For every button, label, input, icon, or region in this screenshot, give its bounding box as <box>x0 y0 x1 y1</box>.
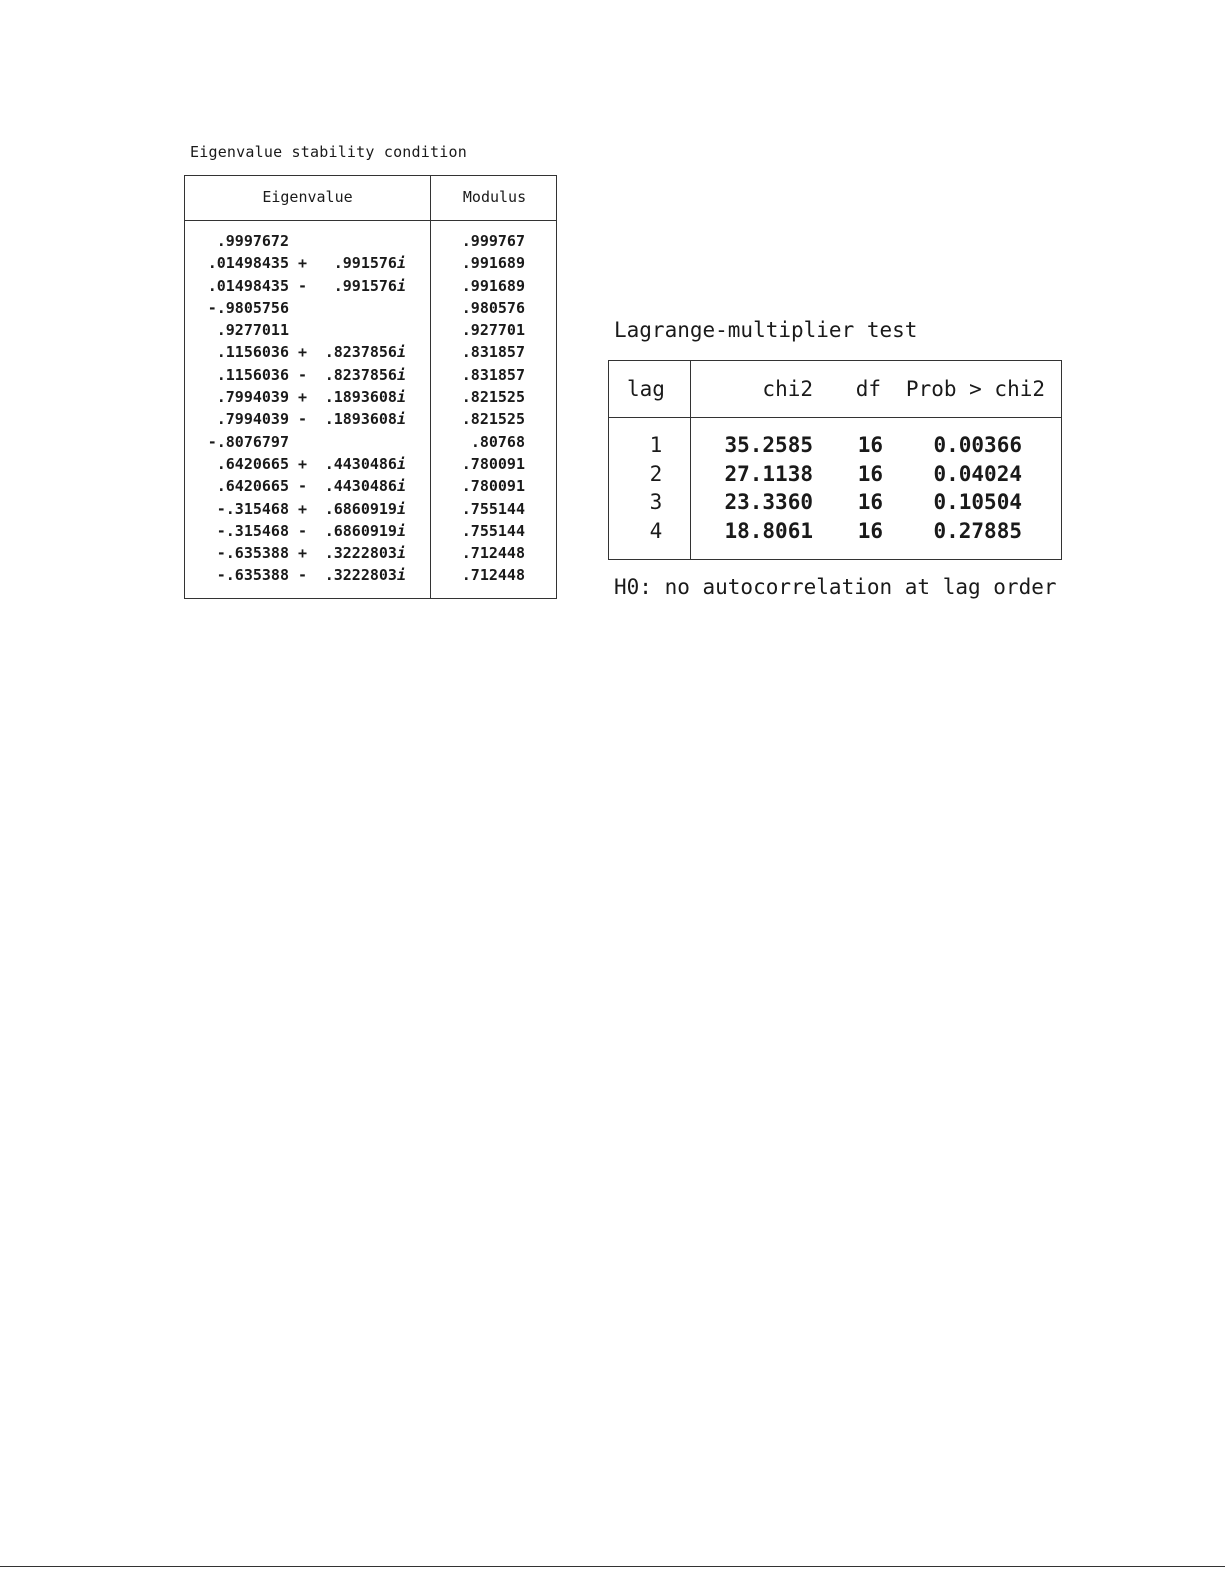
table-row <box>185 232 556 254</box>
table-row <box>185 277 556 299</box>
modulus-value: .927701 <box>461 321 525 340</box>
table-row <box>185 566 556 588</box>
df-value: 16 <box>857 461 883 486</box>
df-value: 16 <box>857 490 883 514</box>
eigenvalue-imaginary-part <box>325 388 406 406</box>
table-row <box>609 462 1061 491</box>
modulus-value: .821525 <box>461 410 525 429</box>
table-row <box>609 490 1061 519</box>
imaginary-unit: i <box>396 499 406 518</box>
eigenvalue-imaginary-value: .1893608 <box>324 410 397 429</box>
eigenvalue-imaginary-part <box>325 500 406 518</box>
df-value: 16 <box>857 518 883 543</box>
eigenvalue-imaginary-value: .991576 <box>333 254 397 273</box>
eigenvalue-imaginary-part <box>334 277 406 295</box>
eigenvalue-real-part: .01498435 <box>207 276 289 295</box>
table-row <box>185 388 556 410</box>
table-header-divider <box>185 220 556 221</box>
eigenvalue-real-part: .01498435 <box>207 254 289 273</box>
lag-value: 4 <box>649 518 663 543</box>
eigenvalue-imaginary-value: .6860919 <box>324 521 397 540</box>
modulus-column-header: Modulus <box>462 188 527 206</box>
eigenvalue-real-part: .7994039 <box>216 410 289 429</box>
modulus-value: .991689 <box>461 254 525 273</box>
eigenvalue-sign: + <box>298 388 308 407</box>
eigenvalue-real-part: .6420665 <box>216 454 289 473</box>
eigenvalue-imaginary-part <box>325 410 406 428</box>
modulus-value: .991689 <box>461 276 525 295</box>
chi2-value: 23.3360 <box>724 490 813 514</box>
imaginary-unit: i <box>396 566 406 585</box>
imaginary-unit: i <box>396 254 406 273</box>
prob-column-header: Prob > chi2 <box>905 377 1045 401</box>
chi2-value: 18.8061 <box>724 518 813 543</box>
eigenvalue-sign: - <box>298 276 308 295</box>
lag-value: 1 <box>649 433 663 457</box>
eigenvalue-real-part: .7994039 <box>216 388 289 407</box>
eigenvalue-table-caption: Eigenvalue stability condition <box>190 143 467 161</box>
imaginary-unit: i <box>396 521 406 540</box>
lm-test-table <box>608 360 1062 560</box>
modulus-value: .780091 <box>461 454 525 473</box>
page-bottom-rule <box>0 1566 1225 1567</box>
imaginary-unit: i <box>396 477 406 496</box>
modulus-value: .980576 <box>461 298 525 317</box>
eigenvalue-real-part: -.315468 <box>216 521 289 540</box>
eigenvalue-imaginary-value: .3222803 <box>324 544 397 563</box>
table-row <box>185 500 556 522</box>
eigenvalue-rows <box>185 232 556 589</box>
chi2-column-header: chi2 <box>762 377 813 401</box>
modulus-value: .755144 <box>461 521 525 540</box>
imaginary-unit: i <box>396 410 406 429</box>
table-row <box>185 433 556 455</box>
lag-column-header: lag <box>627 377 665 401</box>
prob-value: 0.27885 <box>933 518 1022 543</box>
eigenvalue-imaginary-value: .1893608 <box>324 388 397 407</box>
eigenvalue-real-part: -.315468 <box>216 499 289 518</box>
eigenvalue-imaginary-value: .991576 <box>333 276 397 295</box>
eigenvalue-imaginary-value: .8237856 <box>324 365 397 384</box>
modulus-value: .831857 <box>461 365 525 384</box>
chi2-value: 35.2585 <box>724 433 813 457</box>
eigenvalue-imaginary-part <box>325 366 406 384</box>
eigenvalue-real-part: .6420665 <box>216 477 289 496</box>
eigenvalue-sign: + <box>298 454 308 473</box>
modulus-value: .780091 <box>461 477 525 496</box>
prob-value: 0.10504 <box>933 490 1022 514</box>
modulus-value: .831857 <box>461 343 525 362</box>
eigenvalue-column-header: Eigenvalue <box>262 188 353 206</box>
prob-value: 0.04024 <box>933 461 1022 486</box>
eigenvalue-sign: - <box>298 566 308 585</box>
eigenvalue-imaginary-value: .4430486 <box>324 477 397 496</box>
eigenvalue-sign: + <box>298 499 308 518</box>
table-row <box>185 522 556 544</box>
eigenvalue-real-part: -.8076797 <box>207 432 289 451</box>
eigenvalue-real-part: .1156036 <box>216 365 289 384</box>
imaginary-unit: i <box>396 276 406 295</box>
lm-test-caption: Lagrange-multiplier test <box>614 318 918 342</box>
eigenvalue-real-part: .9997672 <box>216 232 289 250</box>
eigenvalue-sign: + <box>298 254 308 273</box>
chi2-value: 27.1138 <box>724 461 813 486</box>
imaginary-unit: i <box>396 343 406 362</box>
table-row <box>185 299 556 321</box>
imaginary-unit: i <box>396 388 406 407</box>
modulus-value: .712448 <box>461 566 525 585</box>
table-row <box>609 519 1061 548</box>
imaginary-unit: i <box>396 365 406 384</box>
table-row <box>185 544 556 566</box>
table-row <box>185 254 556 276</box>
imaginary-unit: i <box>396 544 406 563</box>
eigenvalue-sign: + <box>298 544 308 563</box>
lm-test-null-hypothesis-note: H0: no autocorrelation at lag order <box>614 575 1057 599</box>
table-row <box>185 455 556 477</box>
table-row <box>185 366 556 388</box>
imaginary-unit: i <box>396 454 406 473</box>
modulus-value: .755144 <box>461 499 525 518</box>
eigenvalue-imaginary-part <box>325 477 406 495</box>
lm-test-rows <box>609 433 1061 547</box>
eigenvalue-imaginary-part <box>325 544 406 562</box>
eigenvalue-imaginary-value: .8237856 <box>324 343 397 362</box>
lag-value: 2 <box>649 461 663 486</box>
eigenvalue-imaginary-value: .3222803 <box>324 566 397 585</box>
eigenvalue-imaginary-part <box>334 254 406 272</box>
table-row <box>609 433 1061 462</box>
eigenvalue-imaginary-value: .4430486 <box>324 454 397 473</box>
eigenvalue-imaginary-part <box>325 343 406 361</box>
eigenvalue-sign: - <box>298 410 308 429</box>
eigenvalue-real-part: -.635388 <box>216 566 289 585</box>
eigenvalue-imaginary-part <box>325 566 406 584</box>
eigenvalue-imaginary-value: .6860919 <box>324 499 397 518</box>
lag-value: 3 <box>649 490 663 514</box>
eigenvalue-real-part: .1156036 <box>216 343 289 362</box>
prob-value: 0.00366 <box>933 433 1022 457</box>
table-row <box>185 321 556 343</box>
eigenvalue-sign: + <box>298 343 308 362</box>
eigenvalue-table <box>184 175 557 599</box>
table-row <box>185 477 556 499</box>
table-row <box>185 343 556 365</box>
modulus-value: .999767 <box>461 232 525 250</box>
df-value: 16 <box>857 433 883 457</box>
modulus-value: .80768 <box>470 432 525 451</box>
eigenvalue-sign: - <box>298 365 308 384</box>
modulus-value: .712448 <box>461 544 525 563</box>
df-column-header: df <box>855 377 881 401</box>
eigenvalue-imaginary-part <box>325 455 406 473</box>
table-header-divider <box>609 417 1061 418</box>
eigenvalue-real-part: -.635388 <box>216 544 289 563</box>
modulus-value: .821525 <box>461 388 525 407</box>
eigenvalue-sign: - <box>298 521 308 540</box>
eigenvalue-real-part: -.9805756 <box>207 298 289 317</box>
eigenvalue-sign: - <box>298 477 308 496</box>
eigenvalue-imaginary-part <box>325 522 406 540</box>
eigenvalue-real-part: .9277011 <box>216 321 289 340</box>
table-row <box>185 410 556 432</box>
